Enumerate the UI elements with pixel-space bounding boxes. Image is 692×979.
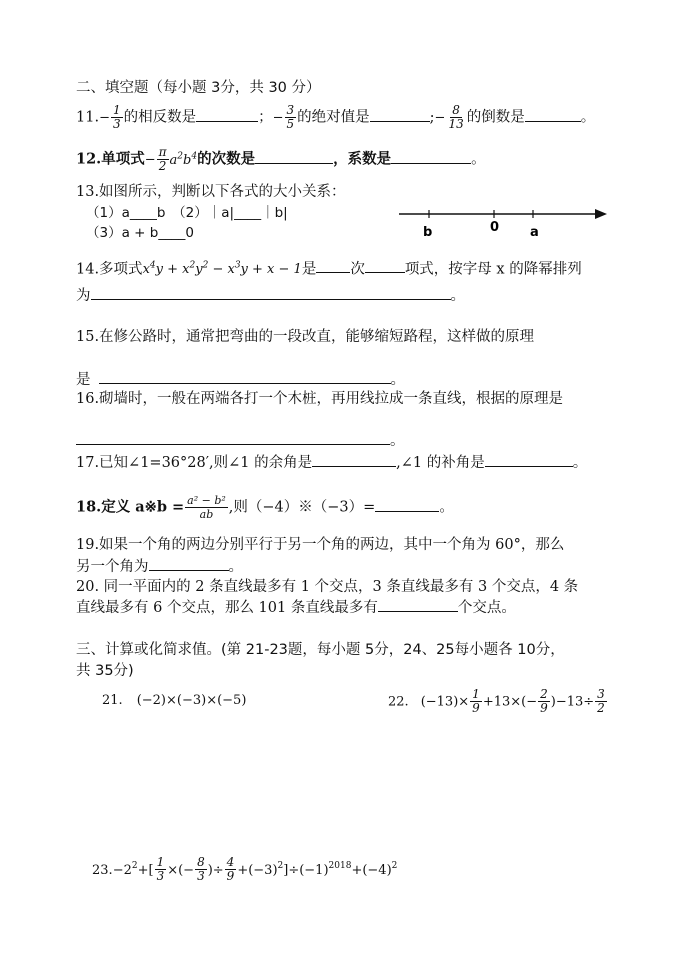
- label-a: a: [530, 225, 539, 240]
- fraction: $\frac{8}{13}$: [448, 103, 464, 131]
- question-21: 21. (−2)×(−3)×(−5): [102, 693, 247, 708]
- question-16-line-2: 。: [76, 430, 405, 451]
- question-15: 15.在修公路时，通常把弯曲的一段改直，能够缩短路程，这样做的原理: [76, 329, 535, 345]
- answer-blank[interactable]: [99, 369, 391, 384]
- fraction: $\frac{8}{3}$: [197, 855, 205, 884]
- question-11: 11.− $\frac{1}{3}$ 的相反数是 ；− $\frac{3}{5}$ 的绝对值是 ;− $\frac{8}{13}$ 的倒数是 。: [76, 103, 596, 131]
- section-title-calculation-line-2: 共 35分): [76, 663, 134, 679]
- fraction: $\frac{3}{5}$: [286, 103, 295, 131]
- fraction: $\frac{\pi}{2}$: [158, 145, 167, 173]
- question-22: 22. (−13)× $\frac{1}{9}$ +13×(− $\frac{2}{9}$ )−13÷ $\frac{3}{2}$: [388, 687, 605, 715]
- answer-blank[interactable]: [312, 452, 396, 467]
- question-17: 17.已知∠1=36°28′,则∠1 的余角是 ,∠1 的补角是 。: [76, 452, 587, 473]
- monomial: $a^2b^4$: [169, 151, 198, 168]
- fraction: $\frac{1}{3}$: [156, 855, 165, 884]
- question-19-line-2: 另一个角为 。: [76, 556, 243, 577]
- fraction: $\frac{\text{a² − b²}}{ab}$: [187, 494, 226, 521]
- question-19: 19.如果一个角的两边分别平行于另一个角的两边，其中一个角为 60°，那么: [76, 537, 565, 553]
- question-13-row-2: （3）a + b____0: [86, 225, 194, 241]
- section-title-calculation: 三、计算或化简求值。(第 21-23题，每小题 5分，24、25每小题各 10分，: [76, 642, 565, 658]
- answer-blank[interactable]: [378, 597, 458, 612]
- fraction: $\frac{4}{9}$: [226, 855, 235, 884]
- fraction: $\frac{1}{3}$: [112, 103, 121, 131]
- answer-blank[interactable]: [91, 285, 451, 300]
- answer-blank[interactable]: [370, 107, 430, 122]
- question-14-line-2: 为 。: [76, 285, 465, 306]
- question-18: 18.定义 a※b = $\frac{\text{a² − b²}}{ab}$ ,则（−4）※（−3）= 。: [76, 494, 454, 521]
- question-13-row-1: （1）a____b （2）｜a|____｜b|: [86, 205, 288, 221]
- fraction: $\frac{3}{2}$: [597, 687, 605, 715]
- answer-blank[interactable]: [76, 430, 390, 445]
- question-20: 20. 同一平面内的 2 条直线最多有 1 个交点，3 条直线最多有 3 个交点，4 条: [76, 579, 579, 595]
- answer-blank[interactable]: [255, 149, 333, 164]
- fraction: $\frac{2}{9}$: [540, 687, 548, 715]
- number-line: [395, 204, 615, 244]
- polynomial: $x^4y + x^2y^2 - x^3y + x - 1$: [142, 261, 302, 278]
- question-20-line-2: 直线最多有 6 个交点，那么 101 条直线最多有 个交点。: [76, 597, 516, 618]
- answer-blank[interactable]: [485, 452, 573, 467]
- answer-blank[interactable]: [149, 556, 229, 571]
- answer-blank[interactable]: [375, 497, 439, 512]
- label-zero: 0: [490, 220, 500, 235]
- answer-blank[interactable]: [365, 258, 405, 273]
- question-14: 14.多项式$x^4y + x^2y^2 - x^3y + x - 1$是 次 项式，按字母 x 的降幂排列: [76, 256, 582, 280]
- fraction: $\frac{1}{9}$: [472, 687, 480, 715]
- answer-blank[interactable]: [391, 149, 471, 164]
- question-16: 16.砌墙时，一般在两端各打一个木桩，再用线拉成一条直线，根据的原理是: [76, 391, 564, 407]
- section-title-fill-blank: 二、填空题（每小题 3分，共 30 分）: [76, 80, 321, 96]
- question-23: $23.-2^2+$[ $\frac{1}{3}$ ×(− $\frac{8}{3}$ )÷ $\frac{4}{9}$ $+(-3)^2]\div(-1)^{2018}+(-4)^2$: [92, 855, 398, 884]
- answer-blank[interactable]: [196, 107, 258, 122]
- answer-blank[interactable]: [316, 258, 350, 273]
- answer-blank[interactable]: [525, 107, 581, 122]
- question-15-line-2: 是 。: [76, 369, 405, 390]
- label-b: b: [423, 225, 433, 240]
- question-13: 13.如图所示，判断以下各式的大小关系：: [76, 184, 346, 200]
- question-12: 12.单项式− $\frac{\pi}{2}$ $a^2b^4$的次数是 ，系数是 。: [76, 145, 486, 173]
